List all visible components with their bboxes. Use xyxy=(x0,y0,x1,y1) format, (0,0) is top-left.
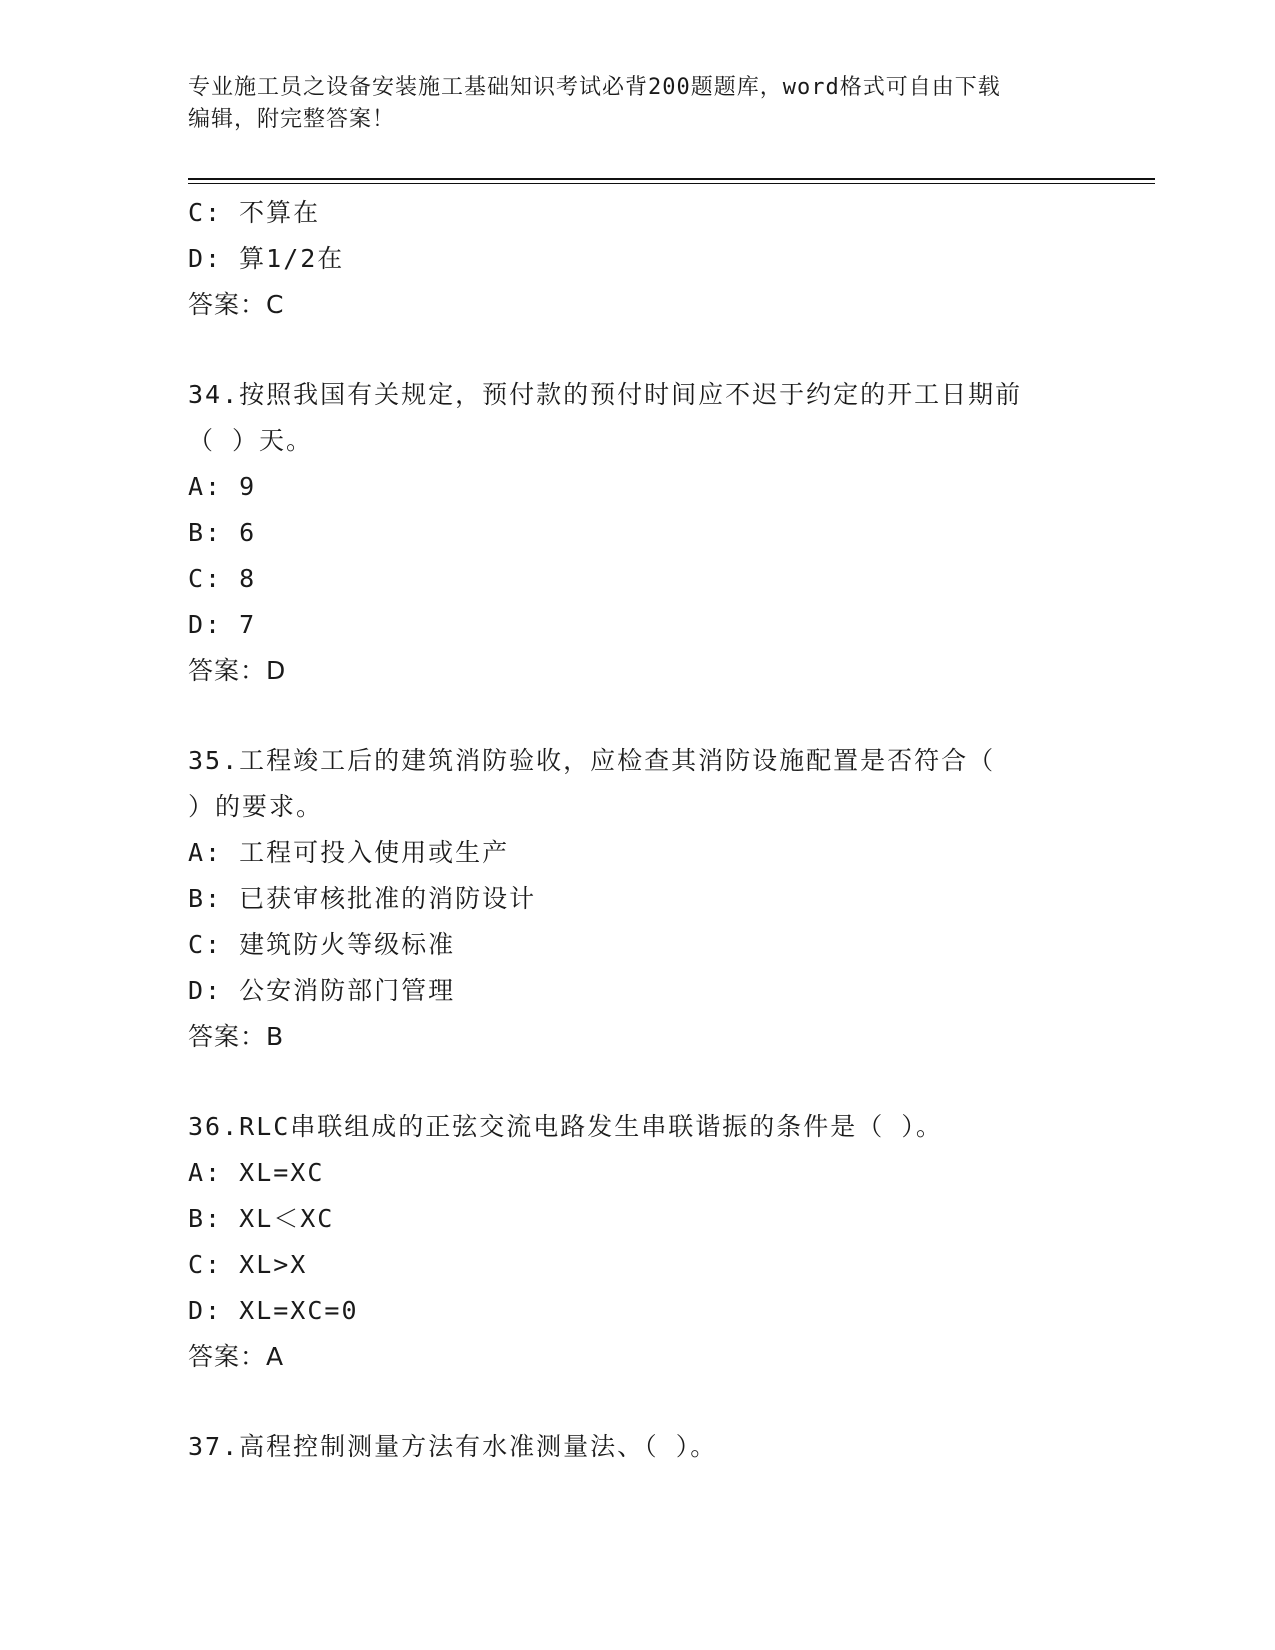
question-text: 34.按照我国有关规定，预付款的预付时间应不迟于约定的开工日期前 xyxy=(188,380,1023,409)
header-divider-thin xyxy=(188,183,1155,184)
option-a: A: XL=XC xyxy=(188,1158,325,1187)
option-d: D: 公安消防部门管理 xyxy=(188,976,456,1005)
answer-label: 答案：A xyxy=(188,1342,285,1371)
option-c: C: 8 xyxy=(188,564,257,593)
question-35 xyxy=(188,738,1088,1060)
header-line-1: 专业施工员之设备安装施工基础知识考试必背200题题库，word格式可自由下载 xyxy=(188,75,1001,100)
header-line-2: 编辑，附完整答案！ xyxy=(188,107,396,132)
question-text: 37.高程控制测量方法有水准测量法、（ ）。 xyxy=(188,1432,718,1461)
option-a: A: 9 xyxy=(188,472,257,501)
option-d: D: 算1/2在 xyxy=(188,244,345,273)
option-b: B: 6 xyxy=(188,518,257,547)
option-b: B: 已获审核批准的消防设计 xyxy=(188,884,537,913)
question-36 xyxy=(188,1104,1088,1380)
header-divider-thick xyxy=(188,178,1155,180)
option-a: A: 工程可投入使用或生产 xyxy=(188,838,510,867)
answer-label: 答案：B xyxy=(188,1022,285,1051)
question-text: 36.RLC串联组成的正弦交流电路发生串联谐振的条件是（ ）。 xyxy=(188,1112,943,1141)
question-34 xyxy=(188,372,1088,694)
question-text: （ ）天。 xyxy=(188,426,314,455)
document-header xyxy=(188,72,1088,136)
answer-label: 答案：D xyxy=(188,656,287,685)
question-37 xyxy=(188,1424,1088,1470)
option-d: D: XL=XC=0 xyxy=(188,1296,359,1325)
option-d: D: 7 xyxy=(188,610,257,639)
question-text: 35.工程竣工后的建筑消防验收，应检查其消防设施配置是否符合（ xyxy=(188,746,996,775)
option-c: C: 不算在 xyxy=(188,198,321,227)
question-list xyxy=(188,190,1088,1470)
option-c: C: XL>X xyxy=(188,1250,308,1279)
answer-label: 答案：C xyxy=(188,290,285,319)
question-text: ）的要求。 xyxy=(188,792,324,821)
option-b: B: XL＜XC xyxy=(188,1204,335,1233)
option-c: C: 建筑防火等级标准 xyxy=(188,930,456,959)
question-33-continuation xyxy=(188,190,1088,328)
